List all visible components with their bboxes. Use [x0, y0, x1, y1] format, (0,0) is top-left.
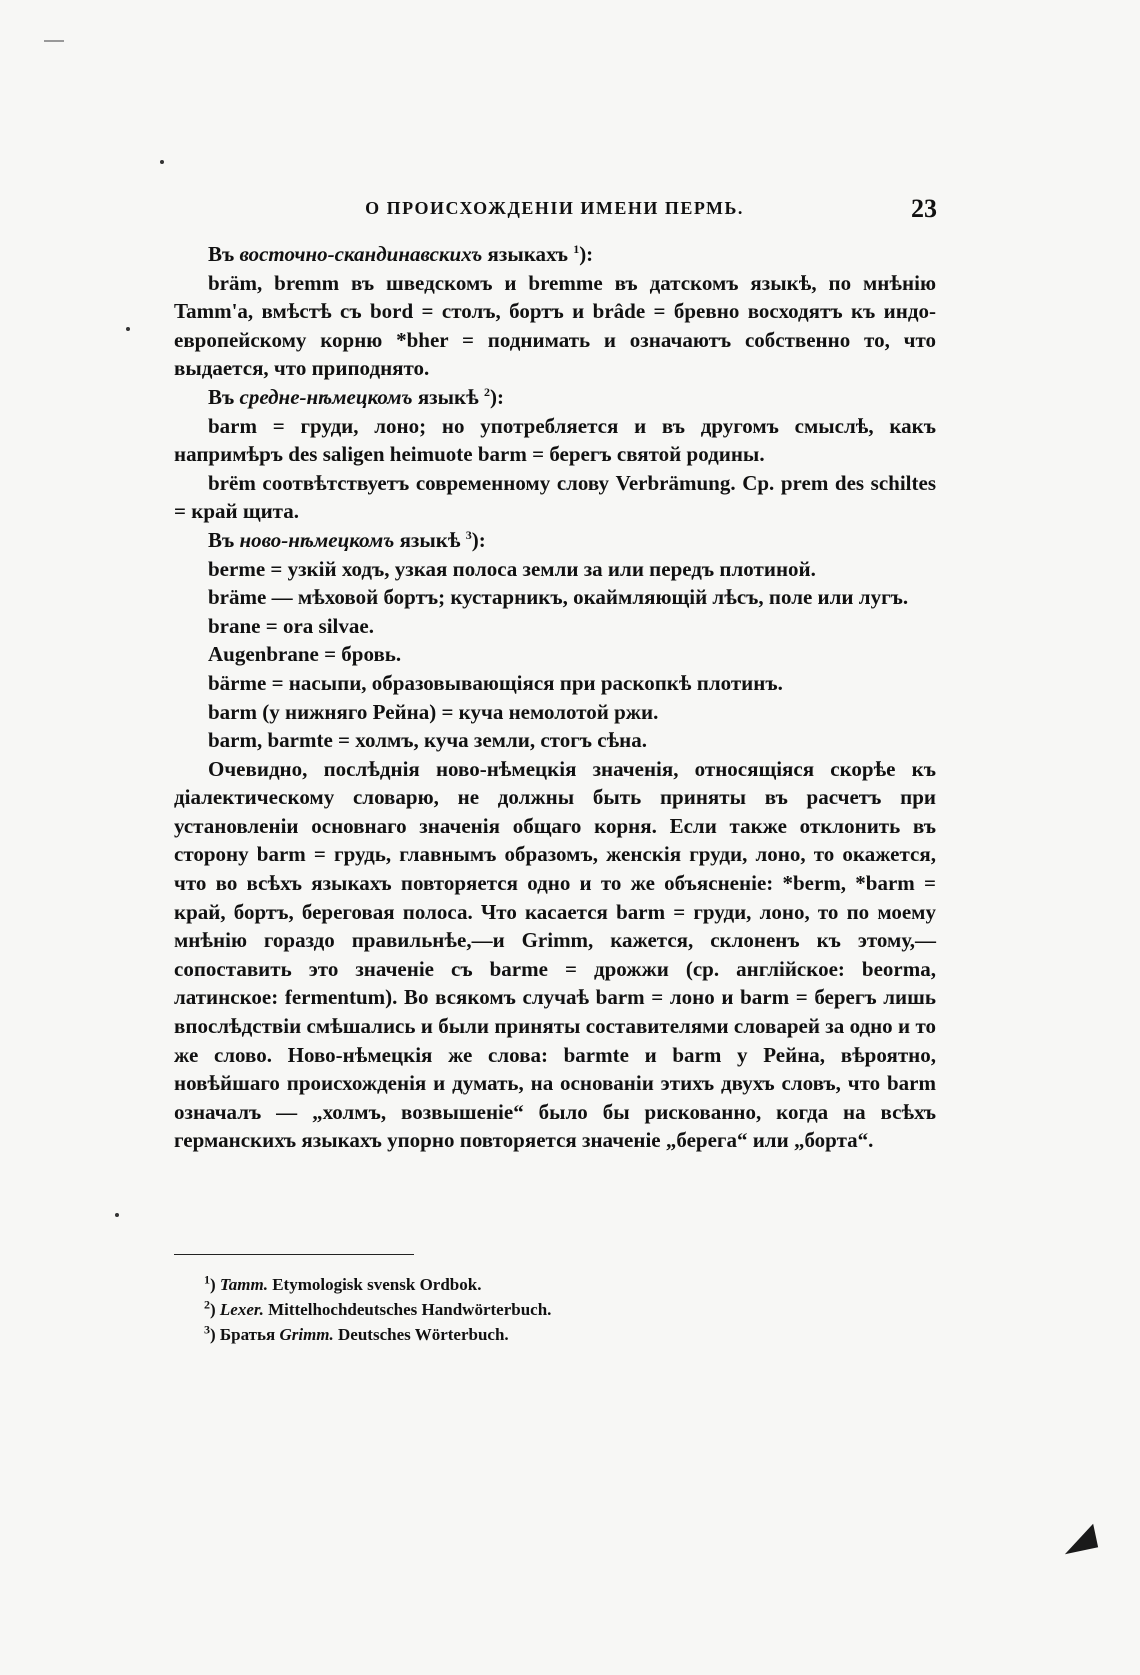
scan-corner-mark [44, 40, 64, 42]
scan-speck [126, 327, 130, 331]
paragraph: Очевидно, послѣднія ново-нѣмецкія значенія, относящіяся скорѣе къ діалектическому словарю, не должны быть приняты въ расчетъ при установленіи основнаго значенія общаго корня. Если также отклонить въ сторону barm = грудь, главнымъ образомъ, женскія груди, лоно, то окажется, что во всѣхъ языкахъ повторяется одно и то же объясненіе: *berm, *barm = край, бортъ, береговая полоса. Что касается barm = груди, лоно, то по моему мнѣнію гораздо правильнѣе,—и Grimm, кажется, склоненъ къ этому,—сопоставить это значеніе съ barme = дрожжи (ср. англійское: beorma, латинское: fermentum). Во всякомъ случаѣ barm = лоно и barm = берегъ лишь впослѣдствіи смѣшались и были приняты составителями словарей за одно и то же слово. Ново-нѣмецкія же слова: barmte и barm у Рейна, вѣроятно, новѣйшаго происхожденія и думать, на основаніи этихъ двухъ словъ, что barm означалъ — „холмъ, возвышеніе“ было бы рискованно, когда на всѣхъ германскихъ языкахъ упорно повторяется значеніе „берега“ или „борта“. [174, 756, 936, 1153]
scan-speck [160, 160, 164, 164]
page-number: 23 [911, 194, 937, 223]
footnote-ref: 1 [573, 242, 580, 256]
paragraph: bärme = насыпи, образовывающіяся при раскопкѣ плотинъ. [208, 670, 783, 695]
footnote: $^3$) Братья Grimm. Deutsches Wörterbuch. [204, 1322, 509, 1344]
running-title: О ПРОИСХОЖДЕНІИ ИМЕНИ ПЕРМЬ. [365, 198, 744, 218]
body-text [174, 240, 936, 1155]
paragraph: barm = груди, лоно; но употребляется и въ другомъ смыслѣ, какъ напримѣръ des saligen heimuote barm = берегъ святой родины. [174, 413, 936, 467]
section-heading-middle-german: Въ средне-нѣмецкомъ языкѣ $^2$): [208, 384, 504, 409]
footnote-ref: 3 [465, 527, 472, 542]
footnote: $^1$) Tamm. Etymologisk svensk Ordbok. [204, 1272, 482, 1294]
footnotes [204, 1272, 904, 1347]
footnote: $^2$) Lexer. Mittelhochdeutsches Handwörterbuch. [204, 1297, 552, 1319]
section-heading-east-scandinavian: Въ восточно-скандинавскихъ языкахъ $^1$): [208, 242, 594, 266]
section-heading-new-german: Въ ново-нѣмецкомъ языкѣ $^3$): [208, 527, 486, 552]
running-head [172, 194, 937, 222]
paragraph: berme = узкій ходъ, узкая полоса земли за или передъ плотиной. [208, 556, 816, 581]
paragraph: Augenbrane = бровь. [208, 642, 402, 667]
scan-speck [115, 1213, 119, 1217]
paragraph: barm, barmte = холмъ, куча земли, стогъ сѣна. [208, 728, 648, 753]
paragraph: brëm соотвѣтствуетъ современному слову Verbrämung. Ср. prem des schiltes = край щита. [174, 470, 936, 524]
paragraph: brane = ora silvae. [208, 613, 374, 638]
paragraph: barm (у нижняго Рейна) = куча немолотой ржи. [208, 699, 659, 724]
footnote-ref: 2 [483, 384, 490, 399]
paragraph: bräm, bremm въ шведскомъ и bremme въ датскомъ языкѣ, по мнѣнію Tamm'a, вмѣстѣ съ bord = столъ, бортъ и brâde = бревно восходятъ къ индо-европейскому корню *bher = поднимать и означаютъ собственно то, что выдается, что приподнято. [174, 270, 936, 381]
page-corner-smudge [1060, 1524, 1098, 1555]
paragraph: bräme — мѣховой бортъ; кустарникъ, окаймляющій лѣсъ, поле или лугъ. [208, 585, 909, 610]
footnote-separator [174, 1254, 414, 1255]
